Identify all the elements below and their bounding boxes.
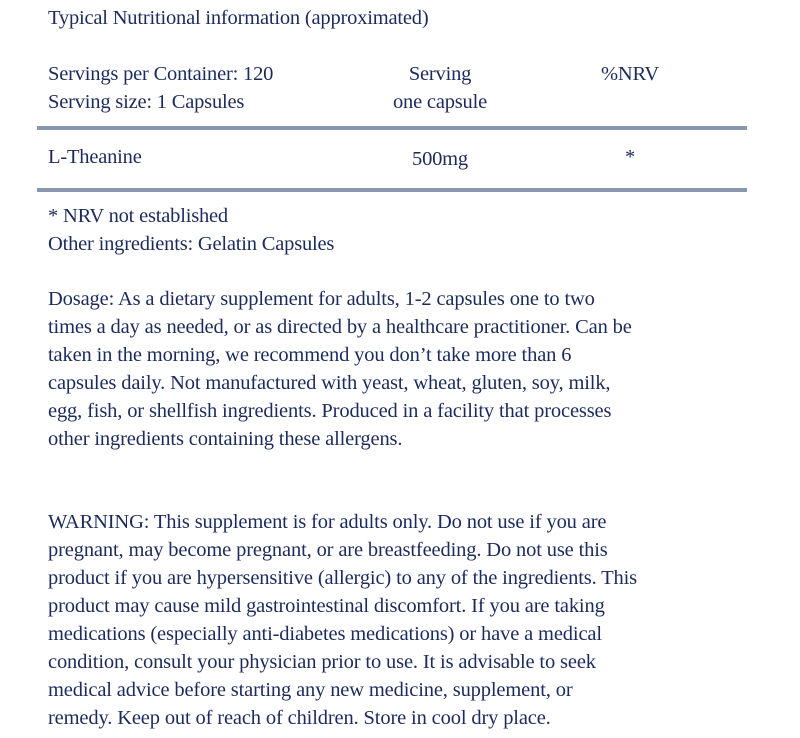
servings-per-container: Servings per Container: 120: [48, 63, 274, 85]
table-divider-top: [37, 126, 747, 130]
warning-line: product if you are hypersensitive (allergic) to any of the ingredients. This: [48, 567, 638, 589]
ingredient-nrv: *: [624, 146, 636, 168]
column-header-nrv: %NRV: [601, 63, 659, 85]
ingredient-name: L-Theanine: [48, 146, 142, 168]
dosage-line: times a day as needed, or as directed by a healthcare practitioner. Can be: [48, 316, 632, 338]
column-header-serving-sub: one capsule: [393, 91, 487, 113]
serving-size: Serving size: 1 Capsules: [48, 91, 245, 113]
dosage-line: capsules daily. Not manufactured with yeast, wheat, gluten, soy, milk,: [48, 372, 611, 394]
warning-line: remedy. Keep out of reach of children. Store in cool dry place.: [48, 707, 551, 729]
warning-line: pregnant, may become pregnant, or are breastfeeding. Do not use this: [48, 539, 608, 561]
warning-line: medical advice before starting any new medicine, supplement, or: [48, 679, 573, 701]
other-ingredients: Other ingredients: Gelatin Capsules: [48, 233, 335, 255]
warning-line: product may cause mild gastrointestinal discomfort. If you are taking: [48, 595, 605, 617]
warning-paragraph: [48, 508, 637, 732]
nrv-note: * NRV not established: [48, 205, 228, 227]
dosage-line: Dosage: As a dietary supplement for adults, 1-2 capsules one to two: [48, 288, 595, 310]
warning-line: WARNING: This supplement is for adults only. Do not use if you are: [48, 511, 607, 533]
table-divider-bottom: [37, 188, 747, 192]
dosage-line: egg, fish, or shellfish ingredients. Produced in a facility that processes: [48, 400, 612, 422]
dosage-line: taken in the morning, we recommend you don’t take more than 6: [48, 344, 572, 366]
column-header-serving: Serving: [408, 63, 472, 85]
nutrition-title: Typical Nutritional information (approximated): [48, 7, 429, 29]
warning-line: condition, consult your physician prior to use. It is advisable to seek: [48, 651, 596, 673]
dosage-paragraph: [48, 285, 632, 453]
ingredient-amount: 500mg: [412, 148, 468, 170]
warning-line: medications (especially anti-diabetes medications) or have a medical: [48, 623, 602, 645]
dosage-line: other ingredients containing these allergens.: [48, 428, 403, 450]
